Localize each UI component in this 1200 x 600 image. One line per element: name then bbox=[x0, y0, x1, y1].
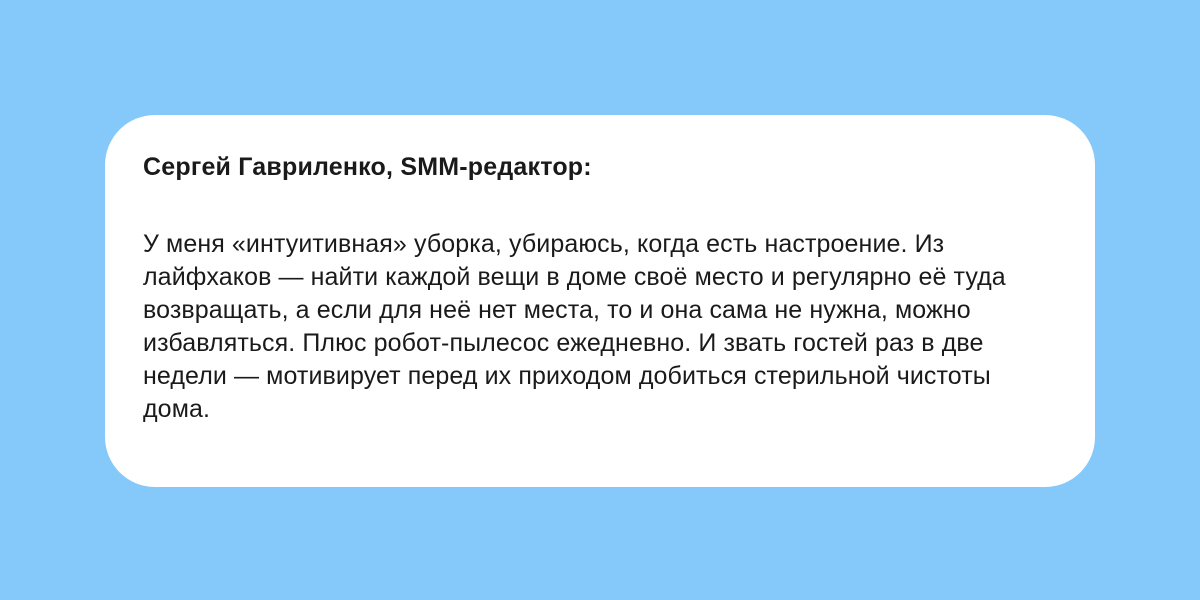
quote-text: У меня «интуитивная» уборка, убираюсь, когда есть настроение. Из лайфхаков — найти каждой вещи в доме своё место и регулярно её туда возвращать, а если для неё нет места, то и она сама не нужна, можно избавляться. Плюс робот-пылесос ежедневно. И звать гостей раз в две недели — мотивирует перед их приходом добиться стерильной чистоты дома. bbox=[143, 230, 1006, 423]
author-title: Сергей Гавриленко, SMM-редактор: bbox=[143, 153, 592, 181]
quote-card bbox=[105, 115, 1095, 487]
